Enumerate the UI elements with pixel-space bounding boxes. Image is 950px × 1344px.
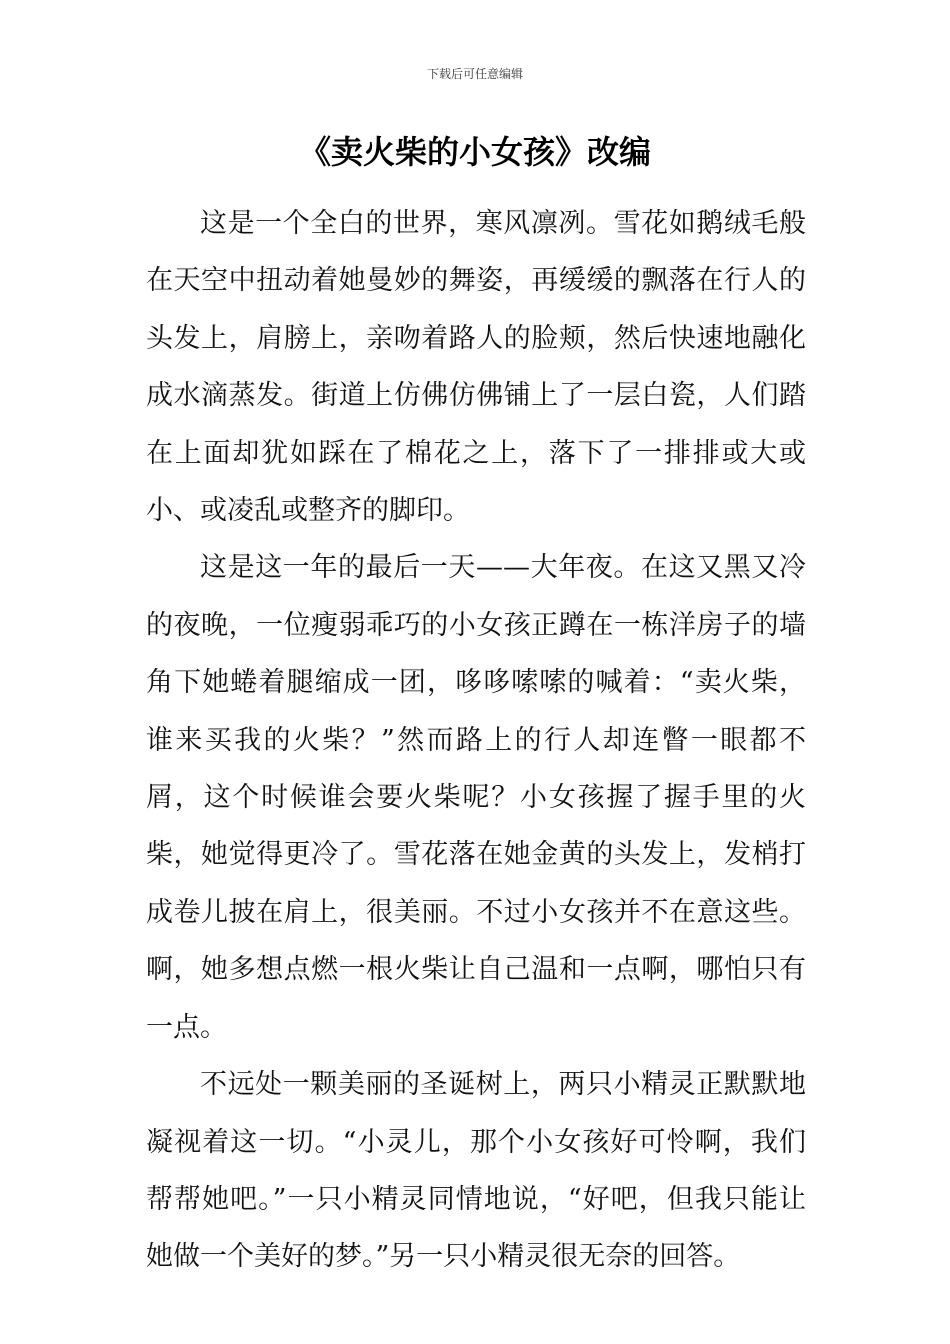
document-body [146, 195, 806, 1286]
paragraph-1: 这是一个全白的世界，寒风凛冽。雪花如鹅绒毛般在天空中扭动着她曼妙的舞姿，再缓缓的飘落在行人的头发上，肩膀上，亲吻着路人的脸颊，然后快速地融化成水滴蒸发。街道上仿佛仿佛铺上了一层白瓷，人们踏在上面却犹如踩在了棉花之上，落下了一排排或大或小、或凌乱或整齐的脚印。 [146, 208, 806, 527]
document-title: 《卖火柴的小女孩》改编 [298, 133, 651, 171]
header-note: 下载后可任意编辑 [426, 67, 523, 81]
paragraph-2: 这是这一年的最后一天——大年夜。在这又黑又冷的夜晚，一位瘦弱乖巧的小女孩正蹲在一栋洋房子的墙角下她蜷着腿缩成一团，哆哆嗦嗦的喊着：“卖火柴，谁来买我的火柴？”然而路上的行人却连瞥一眼都不屑，这个时候谁会要火柴呢？小女孩握了握手里的火柴，她觉得更冷了。雪花落在她金黄的头发上，发梢打成卷儿披在肩上，很美丽。不过小女孩并不在意这些。啊，她多想点燃一根火柴让自己温和一点啊，哪怕只有一点。 [146, 552, 806, 1043]
paragraph-3: 不远处一颗美丽的圣诞树上，两只小精灵正默默地凝视着这一切。“小灵儿，那个小女孩好可怜啊，我们帮帮她吧。”一只小精灵同情地说，“好吧，但我只能让她做一个美好的梦。”另一只小精灵很无奈的回答。 [146, 1069, 806, 1273]
